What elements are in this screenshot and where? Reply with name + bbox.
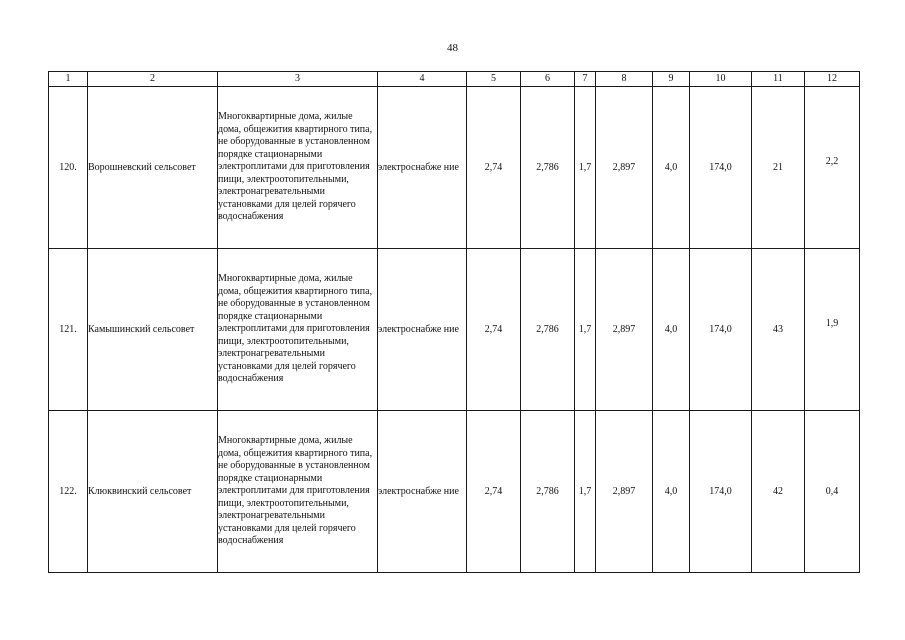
cell-col11: 42 [752, 411, 805, 573]
table-header-row [49, 72, 860, 87]
cell-col6: 2,786 [521, 87, 575, 249]
cell-col12 [805, 87, 860, 249]
column-header: 4 [378, 72, 467, 87]
utility-service: электроснабже ние [378, 249, 467, 411]
column-header: 12 [805, 72, 860, 87]
cell-col5: 2,74 [467, 411, 521, 573]
cell-col11: 21 [752, 87, 805, 249]
cell-col12 [805, 249, 860, 411]
cell-col8: 2,897 [596, 87, 653, 249]
cell-col10: 174,0 [690, 87, 752, 249]
cell-col7: 1,7 [575, 87, 596, 249]
cell-col6: 2,786 [521, 249, 575, 411]
cell-col7: 1,7 [575, 411, 596, 573]
column-header: 10 [690, 72, 752, 87]
cell-col12 [805, 411, 860, 573]
column-header: 2 [88, 72, 218, 87]
cell-col5: 2,74 [467, 87, 521, 249]
cell-col12-value: 2,2 [825, 155, 839, 167]
table-row [49, 411, 860, 573]
cell-col5: 2,74 [467, 249, 521, 411]
row-number: 120. [49, 87, 88, 249]
table-row [49, 249, 860, 411]
tariff-table [48, 71, 860, 573]
cell-col10: 174,0 [690, 249, 752, 411]
settlement-name: Камышинский сельсовет [88, 249, 218, 411]
cell-col11: 43 [752, 249, 805, 411]
cell-col9: 4,0 [653, 411, 690, 573]
column-header: 1 [49, 72, 88, 87]
housing-description [218, 87, 378, 249]
cell-col6: 2,786 [521, 411, 575, 573]
utility-service: электроснабже ние [378, 411, 467, 573]
column-header: 8 [596, 72, 653, 87]
column-header: 11 [752, 72, 805, 87]
page-number: 48 [447, 42, 458, 54]
housing-description [218, 249, 378, 411]
cell-col8: 2,897 [596, 411, 653, 573]
column-header: 7 [575, 72, 596, 87]
utility-service: электроснабже ние [378, 87, 467, 249]
table-row [49, 87, 860, 249]
settlement-name: Ворошневский сельсовет [88, 87, 218, 249]
housing-description [218, 411, 378, 573]
cell-col9: 4,0 [653, 87, 690, 249]
column-header: 9 [653, 72, 690, 87]
cell-col10: 174,0 [690, 411, 752, 573]
row-number: 121. [49, 249, 88, 411]
column-header: 5 [467, 72, 521, 87]
cell-col12-value: 1,9 [825, 317, 839, 329]
column-header: 3 [218, 72, 378, 87]
cell-col12-value: 0,4 [825, 485, 839, 497]
cell-col7: 1,7 [575, 249, 596, 411]
housing-description-text: Многоквартирные дома, жилые дома, общежития квартирного типа, не оборудованные в установленном порядке стационарными электроплитами для приготовления пищи, электроотопительными, электронагревательными установками для целей горячего водоснабжения [218, 273, 373, 385]
housing-description-text: Многоквартирные дома, жилые дома, общежития квартирного типа, не оборудованные в установленном порядке стационарными электроплитами для приготовления пищи, электроотопительными, электронагревательными установками для целей горячего водоснабжения [218, 435, 373, 547]
settlement-name: Клюквинский сельсовет [88, 411, 218, 573]
cell-col8: 2,897 [596, 249, 653, 411]
housing-description-text: Многоквартирные дома, жилые дома, общежития квартирного типа, не оборудованные в установленном порядке стационарными электроплитами для приготовления пищи, электроотопительными, электронагревательными установками для целей горячего водоснабжения [218, 111, 373, 223]
cell-col9: 4,0 [653, 249, 690, 411]
column-header: 6 [521, 72, 575, 87]
row-number: 122. [49, 411, 88, 573]
